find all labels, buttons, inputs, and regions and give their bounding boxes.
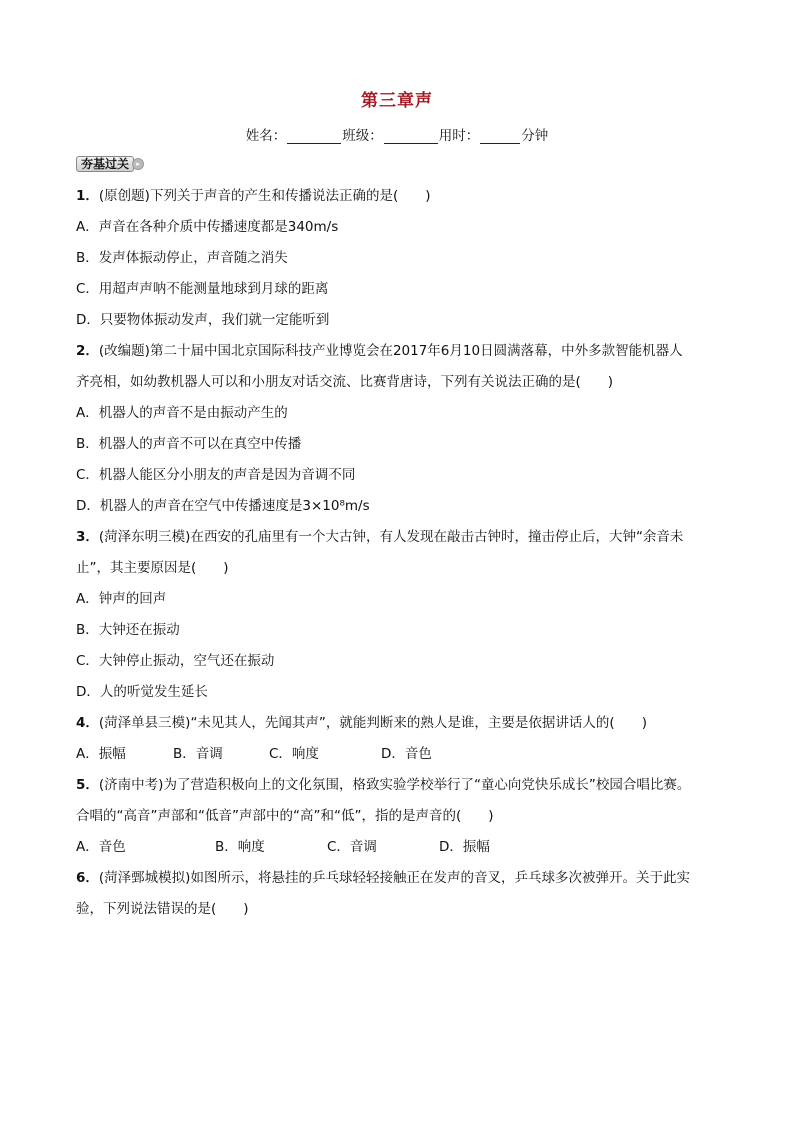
- question-4: [76, 708, 721, 770]
- question-1: [76, 181, 721, 336]
- option-c: C．响度: [269, 746, 319, 762]
- option-a: A．钟声的回声: [76, 591, 167, 607]
- option-a: A．振幅: [76, 746, 126, 762]
- question-stem: (菏泽单县三模)“未见其人，先闻其声”，就能判断来的熟人是谁，主要是依据讲话人的( ): [98, 715, 647, 731]
- questions-list: [76, 181, 721, 925]
- question-2: [76, 336, 721, 522]
- option-a: A．音色: [76, 839, 126, 855]
- question-number: 6．: [76, 870, 99, 886]
- question-6: [76, 863, 721, 925]
- question-stem-continued: 止”，其主要原因是( ): [76, 560, 229, 576]
- student-info-line: [0, 124, 794, 144]
- question-3: [76, 522, 721, 708]
- option-b: B．大钟还在振动: [76, 622, 180, 638]
- question-number: 4．: [76, 715, 99, 731]
- option-b: B．发声体振动停止，声音随之消失: [76, 250, 288, 266]
- question-stem-continued: 合唱的“高音”声部和“低音”声部中的“高”和“低”，指的是声音的( ): [76, 808, 494, 824]
- option-c: C．用超声声呐不能测量地球到月球的距离: [76, 281, 329, 297]
- page-title: 第三章声: [361, 91, 433, 111]
- question-stem: (济南中考)为了营造积极向上的文化氛围，格致实验学校举行了“童心向党快乐成长”校园合唱比赛。: [98, 777, 691, 793]
- time-blank: [480, 129, 520, 144]
- question-number: 5．: [76, 777, 99, 793]
- option-d: D．机器人的声音在空气中传播速度是3×10⁸m/s: [76, 498, 370, 514]
- question-5: [76, 770, 721, 863]
- option-c: C．音调: [327, 839, 377, 855]
- option-c: C．大钟停止振动，空气还在振动: [76, 653, 275, 669]
- time-unit: 分钟: [521, 128, 549, 144]
- name-blank: [287, 129, 341, 144]
- option-a: A．声音在各种介质中传播速度都是340m/s: [76, 219, 339, 235]
- question-number: 3．: [76, 529, 99, 545]
- question-stem-continued: 验，下列说法错误的是( ): [76, 901, 249, 917]
- time-label: 用时：: [438, 128, 480, 144]
- question-stem-continued: 齐亮相，如幼教机器人可以和小朋友对话交流、比赛背唐诗，下列有关说法正确的是( ): [76, 374, 614, 390]
- question-stem: (原创题)下列关于声音的产生和传播说法正确的是( ): [98, 188, 431, 204]
- class-blank: [384, 129, 438, 144]
- name-label: 姓名：: [245, 128, 287, 144]
- section-label: 夯基过关: [76, 156, 134, 172]
- option-d: D．人的听觉发生延长: [76, 684, 208, 700]
- option-b: B．机器人的声音不可以在真空中传播: [76, 436, 302, 452]
- option-c: C．机器人能区分小朋友的声音是因为音调不同: [76, 467, 356, 483]
- option-b: B．音调: [173, 746, 223, 762]
- section-tag: [76, 156, 144, 172]
- question-stem: (菏泽鄄城模拟)如图所示，将悬挂的乒乓球轻轻接触正在发声的音叉，乒乓球多次被弹开。关于此实: [98, 870, 690, 886]
- section-arrow-icon: ▸: [132, 158, 144, 170]
- option-d: D．只要物体振动发声，我们就一定能听到: [76, 312, 330, 328]
- question-number: 1．: [76, 188, 99, 204]
- option-d: D．振幅: [439, 839, 490, 855]
- class-label: 班级：: [342, 128, 383, 144]
- inline-options: [76, 832, 721, 863]
- question-number: 2．: [76, 343, 99, 359]
- option-a: A．机器人的声音不是由振动产生的: [76, 405, 288, 421]
- question-stem: (改编题)第二十届中国北京国际科技产业博览会在2017年6月10日圆满落幕，中外多款智能机器人: [98, 343, 683, 359]
- inline-options: [76, 739, 721, 770]
- option-b: B．响度: [215, 839, 265, 855]
- question-stem: (菏泽东明三模)在西安的孔庙里有一个大古钟，有人发现在敲击古钟时，撞击停止后，大钟“余音未: [98, 529, 684, 545]
- option-d: D．音色: [381, 746, 432, 762]
